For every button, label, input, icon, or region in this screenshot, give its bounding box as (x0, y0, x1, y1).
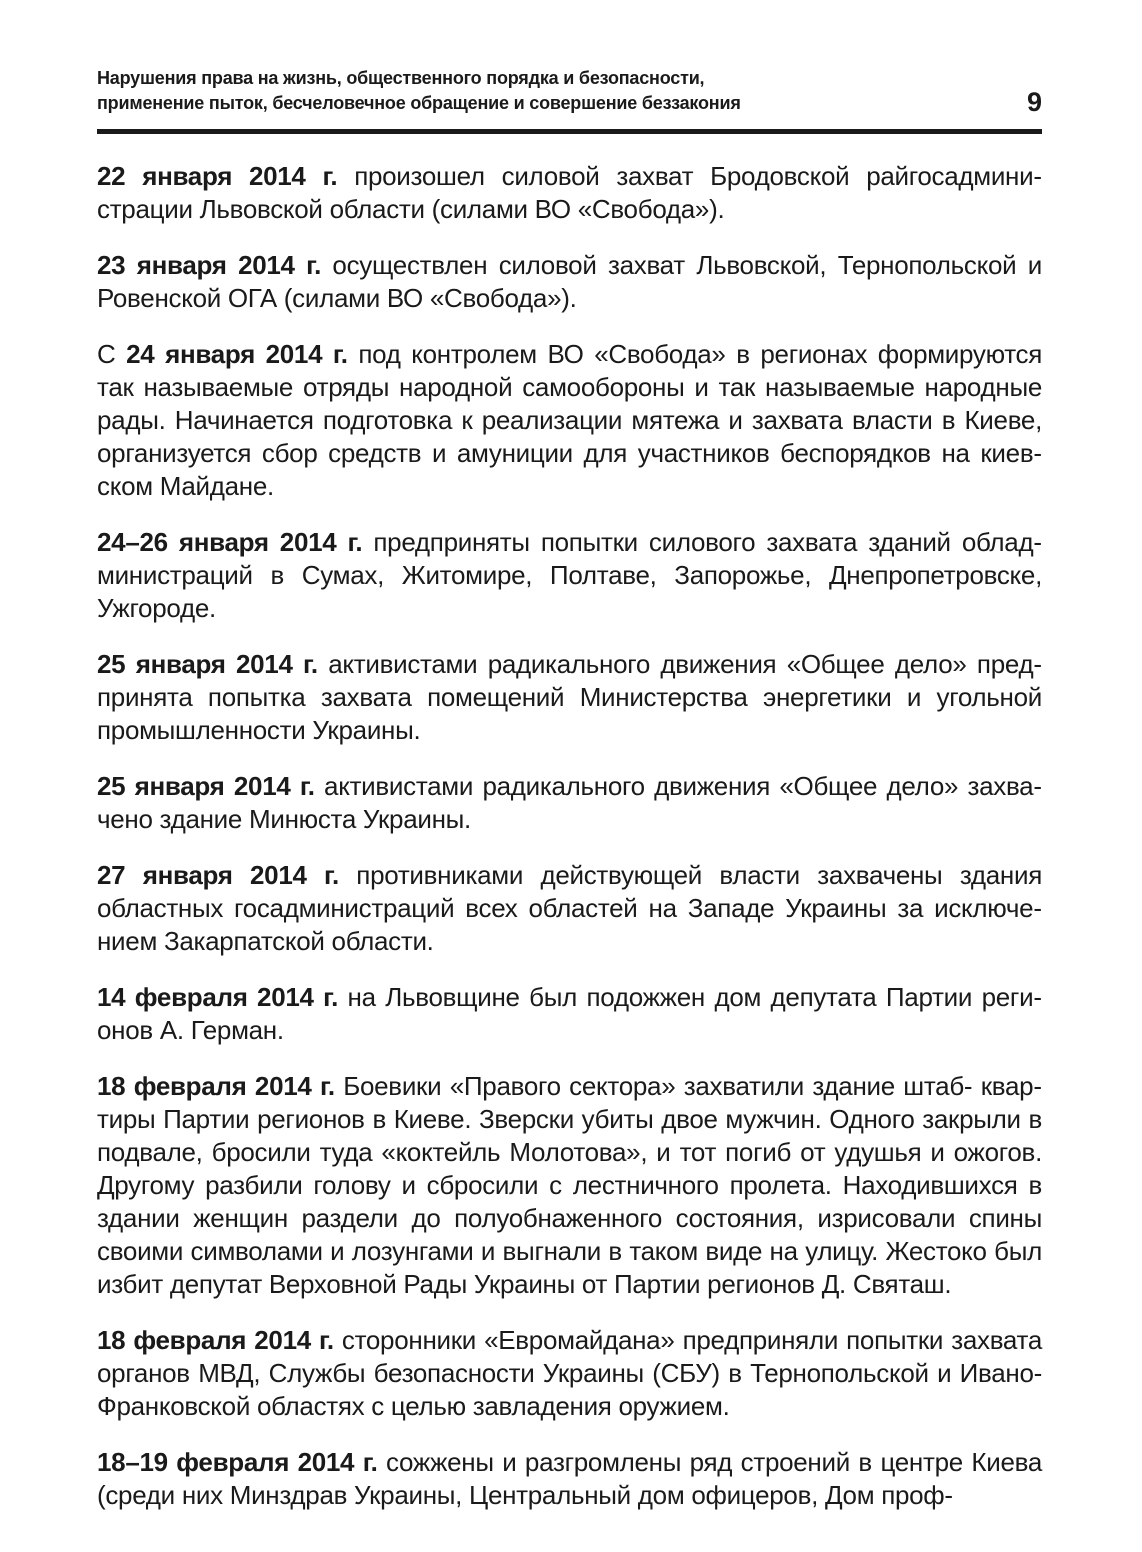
paragraph (97, 648, 1042, 747)
running-head-line-2: применение пыток, бесчеловечное обращение и совершение беззакония (97, 93, 741, 113)
paragraph-text: произошел силовой захват Бродовской райгосадминистрации Львовской области (силами ВО «Свобода»). (97, 161, 1042, 224)
date-lead: 18 февраля 2014 г. (97, 1071, 335, 1101)
paragraph (97, 526, 1042, 625)
paragraph-text: под контролем ВО «Свобода» в регионах формируются так называемые отряды народной самообороны и так называемые народные рады. Начинается подготовка к реализации мятежа и захвата власти в Киеве, организуется сбор средств и амуниции для участников беспорядков на киевском Майдане. (97, 339, 1043, 501)
paragraph (97, 1446, 1042, 1512)
paragraph-text: Боевики «Правого сектора» захватили здание штаб- квартиры Партии регионов в Киеве. Зверски убиты двое мужчин. Одного закрыли в подвале, бросили туда «коктейль Молотова», и тот погиб от удушья и ожогов. Другому разбили голову и сбросили с лестничного пролета. Находившихся в здании женщин раздели до полуобнаженного состояния, изрисовали спины своими символами и лозунгами и выгнали в таком виде на улицу. Жестоко был избит депутат Верховной Рады Украины от Партии регионов Д. Святаш. (97, 1071, 1042, 1299)
paragraph (97, 1070, 1042, 1301)
paragraph (97, 338, 1042, 503)
date-lead: 25 января 2014 г. (97, 649, 318, 679)
lead-prefix: С (97, 339, 127, 369)
paragraph (97, 981, 1042, 1047)
paragraph-text: на Львовщине был подожжен дом депутата Партии регионов А. Герман. (97, 982, 1042, 1045)
paragraph-text: противниками действующей власти захвачены здания областных госадминистраций всех областей на Западе Украины за исключением Закарпатской области. (97, 860, 1042, 956)
paragraph-text: предприняты попытки силового захвата зданий обладминистраций в Сумах, Житомире, Полтаве, Запорожье, Днепропетровске, Ужгороде. (97, 527, 1042, 623)
date-lead: 18–19 февраля 2014 г. (97, 1447, 378, 1477)
paragraph-text: сожжены и разгромлены ряд строений в центре Киева (среди них Минздрав Украины, Центральный дом офицеров, Дом проф- (97, 1447, 1042, 1510)
paragraph-text: активистами радикального движения «Общее дело» захвачено здание Минюста Украины. (97, 771, 1042, 834)
body-text (97, 160, 1042, 1512)
date-lead: 23 января 2014 г. (97, 250, 321, 280)
paragraph (97, 160, 1042, 226)
date-lead: 24 января 2014 г. (126, 339, 348, 369)
date-lead: 22 января 2014 г. (97, 161, 338, 191)
page-number: 9 (1026, 87, 1042, 117)
paragraph (97, 1324, 1042, 1423)
running-head-line-1: Нарушения права на жизнь, общественного порядка и безопасности, (97, 68, 705, 88)
header-rule (97, 129, 1042, 134)
paragraph (97, 249, 1042, 315)
paragraph (97, 859, 1042, 958)
running-head (97, 66, 741, 116)
paragraph-text: сторонники «Евромайдана» предприняли попытки захвата органов МВД, Службы безопасности Украины (СБУ) в Тернопольской и Ивано-Франковской областях с целью завладения оружием. (97, 1325, 1042, 1421)
paragraph (97, 770, 1042, 836)
page-header (97, 66, 1042, 116)
date-lead: 18 февраля 2014 г. (97, 1325, 334, 1355)
date-lead: 14 февраля 2014 г. (97, 982, 339, 1012)
paragraph-text: осуществлен силовой захват Львовской, Тернопольской и Ровенской ОГА (силами ВО «Свобода»). (97, 250, 1042, 313)
paragraph-text: активистами радикального движения «Общее дело» предпринята попытка захвата помещений Министерства энергетики и угольной промышленности Украины. (97, 649, 1042, 745)
date-lead: 25 января 2014 г. (97, 771, 315, 801)
date-lead: 27 января 2014 г. (97, 860, 339, 890)
date-lead: 24–26 января 2014 г. (97, 527, 363, 557)
